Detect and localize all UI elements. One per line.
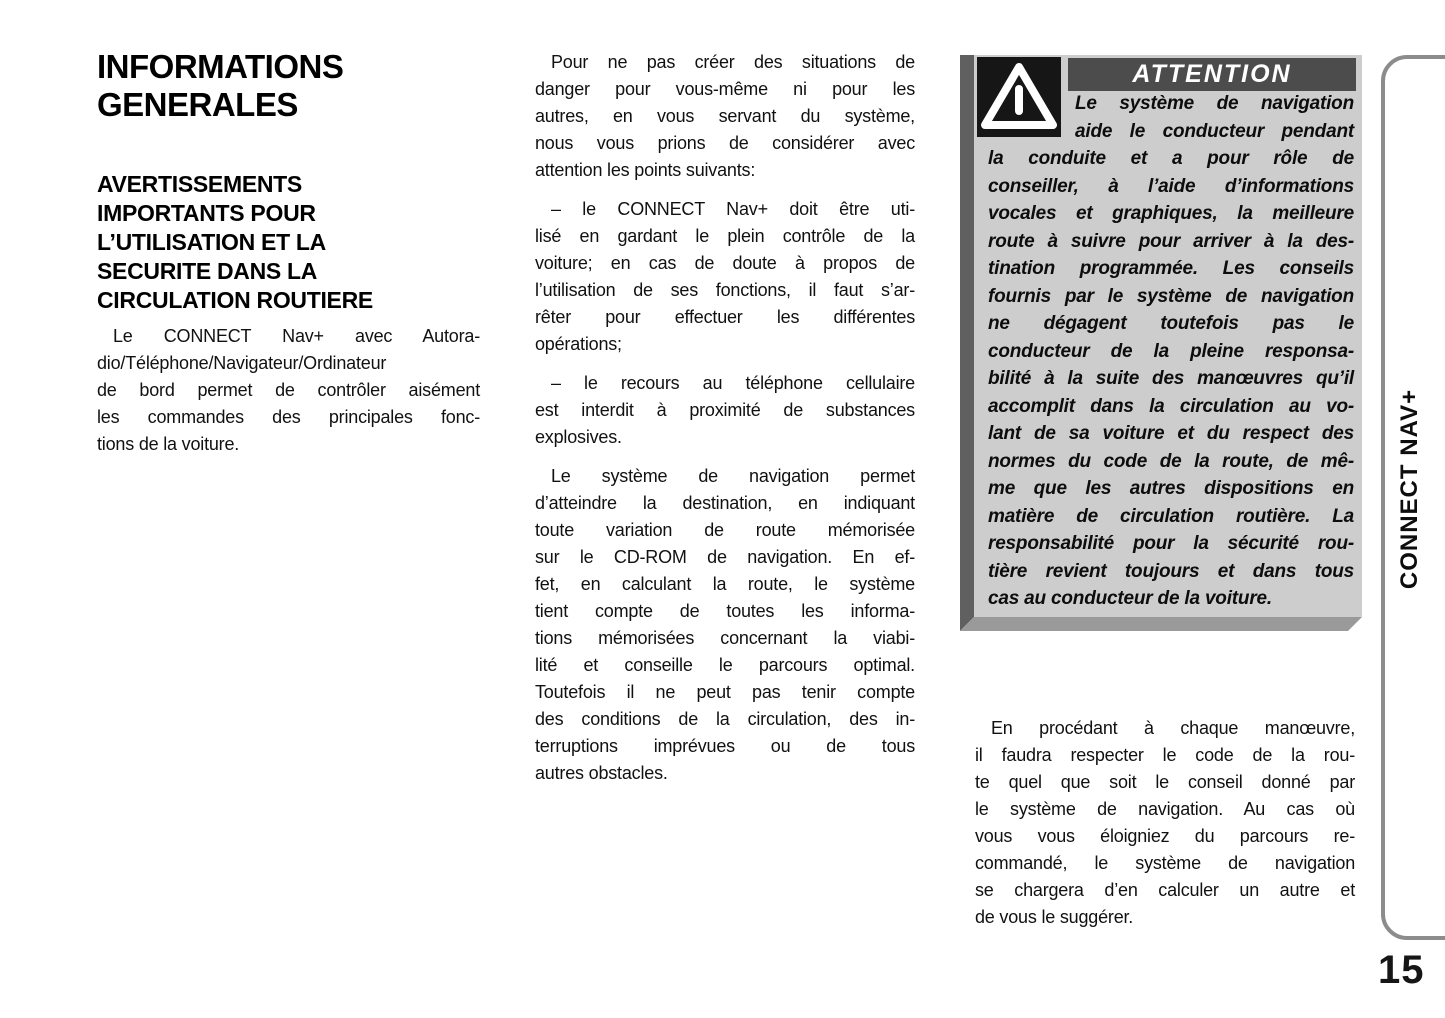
text-line: Toutefois il ne peut pas tenir compte bbox=[535, 682, 915, 702]
text-line: L’UTILISATION ET LA bbox=[97, 229, 326, 255]
text-line: tination programmée. Les conseils bbox=[988, 258, 1354, 279]
section-subtitle bbox=[97, 170, 497, 315]
text-line: CIRCULATION ROUTIERE bbox=[97, 287, 373, 313]
text-line: INFORMATIONS bbox=[97, 48, 344, 85]
attention-box bbox=[974, 55, 1362, 617]
text-line: cas au conducteur de la voiture. bbox=[988, 588, 1272, 609]
attention-box-bottom-bevel bbox=[960, 617, 1362, 631]
text-line: GENERALES bbox=[97, 86, 298, 123]
text-line: l’utilisation de ses fonctions, il faut s’ar- bbox=[535, 280, 915, 300]
text-line: toute variation de route mémorisée bbox=[535, 520, 915, 540]
paragraph bbox=[535, 49, 915, 184]
page-number: 15 bbox=[1378, 948, 1425, 992]
text-line: – le recours au téléphone cellulaire bbox=[551, 373, 915, 393]
maneuver-paragraph bbox=[975, 715, 1355, 931]
paragraph bbox=[535, 463, 915, 787]
page-title bbox=[97, 48, 497, 124]
text-line: des conditions de la circulation, des in- bbox=[535, 709, 915, 729]
text-line: il faudra respecter le code de la rou- bbox=[975, 745, 1355, 765]
text-line: te quel que soit le conseil donné par bbox=[975, 772, 1355, 792]
attention-box-left-bevel bbox=[960, 55, 974, 631]
text-line: se chargera d’en calculer un autre et bbox=[975, 880, 1355, 900]
text-line: de vous le suggérer. bbox=[975, 907, 1134, 927]
text-line: le système de navigation. Au cas où bbox=[975, 799, 1355, 819]
text-line: commandé, le système de navigation bbox=[975, 853, 1355, 873]
text-line: autres, en vous servant du système, bbox=[535, 106, 915, 126]
attention-header-label: ATTENTION bbox=[1132, 60, 1292, 88]
text-line: conducteur de la pleine responsa- bbox=[988, 340, 1354, 362]
text-line: tions mémorisées concernant la viabi- bbox=[535, 628, 915, 648]
text-line: tions de la voiture. bbox=[97, 434, 240, 454]
paragraph bbox=[535, 196, 915, 358]
text-line: AVERTISSEMENTS bbox=[97, 171, 302, 197]
text-line: me que les autres dispositions en bbox=[988, 478, 1354, 499]
text-line: la conduite et a pour rôle de bbox=[988, 148, 1354, 169]
text-line: danger pour vous-même ni pour les bbox=[535, 79, 915, 99]
text-line: ne dégagent toutefois pas le bbox=[988, 313, 1354, 334]
text-line: bilité à la suite des manœuvres qu’il bbox=[988, 368, 1354, 389]
text-line: opérations; bbox=[535, 334, 622, 354]
text-line: d’atteindre la destination, en indiquant bbox=[535, 493, 915, 513]
attention-header bbox=[1068, 58, 1356, 91]
text-line: Pour ne pas créer des situations de bbox=[551, 52, 915, 72]
text-line: responsabilité pour la sécurité rou- bbox=[988, 533, 1354, 554]
intro-paragraph bbox=[97, 323, 480, 458]
text-line: Le système de navigation permet bbox=[551, 466, 915, 486]
text-line: vous vous éloigniez du parcours re- bbox=[975, 826, 1355, 846]
text-line: accomplit dans la circulation au vo- bbox=[988, 395, 1354, 417]
text-line: sur le CD-ROM de navigation. En ef- bbox=[535, 547, 915, 567]
text-line: lant de sa voiture et du respect des bbox=[988, 423, 1354, 444]
text-line: de bord permet de contrôler aisément bbox=[97, 380, 480, 400]
text-line: voiture; en cas de doute à propos de bbox=[535, 253, 915, 273]
text-line: conseiller, à l’aide d’informations bbox=[988, 175, 1354, 197]
text-line: attention les points suivants: bbox=[535, 160, 756, 180]
paragraph bbox=[535, 370, 915, 451]
text-line: tient compte de toutes les informa- bbox=[535, 601, 915, 621]
text-line: – le CONNECT Nav+ doit être uti- bbox=[551, 199, 915, 219]
text-line: IMPORTANTS POUR bbox=[97, 200, 316, 226]
text-line: fournis par le système de navigation bbox=[988, 285, 1354, 307]
text-line: matière de circulation routière. La bbox=[988, 505, 1354, 527]
text-line: rêter pour effectuer les différentes bbox=[535, 307, 915, 327]
text-line: terruptions imprévues ou de tous bbox=[535, 736, 915, 756]
text-line: route à suivre pour arriver à la des- bbox=[988, 230, 1354, 252]
text-line: dio/Téléphone/Navigateur/Ordinateur bbox=[97, 353, 387, 373]
text-line: est interdit à proximité de substances bbox=[535, 400, 915, 420]
middle-column bbox=[535, 49, 915, 799]
text-line: Le système de navigation bbox=[1075, 93, 1354, 114]
text-line: lité et conseille le parcours optimal. bbox=[535, 655, 915, 675]
text-line: En procédant à chaque manœuvre, bbox=[991, 718, 1355, 738]
text-line: lisé en gardant le plein contrôle de la bbox=[535, 226, 915, 246]
text-line: Le CONNECT Nav+ avec Autora- bbox=[113, 326, 480, 346]
text-line: autres obstacles. bbox=[535, 763, 668, 783]
text-line: SECURITE DANS LA bbox=[97, 258, 318, 284]
attention-body-text bbox=[988, 90, 1354, 613]
text-line: vocales et graphiques, la meilleure bbox=[988, 203, 1354, 224]
side-tab-label: CONNECT NAV+ bbox=[1396, 388, 1423, 590]
text-line: explosives. bbox=[535, 427, 622, 447]
text-line: tière revient toujours et dans tous bbox=[988, 560, 1354, 582]
text-line: fet, en calculant la route, le système bbox=[535, 574, 915, 594]
text-line: les commandes des principales fonc- bbox=[97, 407, 480, 427]
text-line: nous vous prions de considérer avec bbox=[535, 133, 915, 153]
text-line: aide le conducteur pendant bbox=[1075, 120, 1354, 142]
text-line: normes du code de la route, de mê- bbox=[988, 450, 1354, 472]
